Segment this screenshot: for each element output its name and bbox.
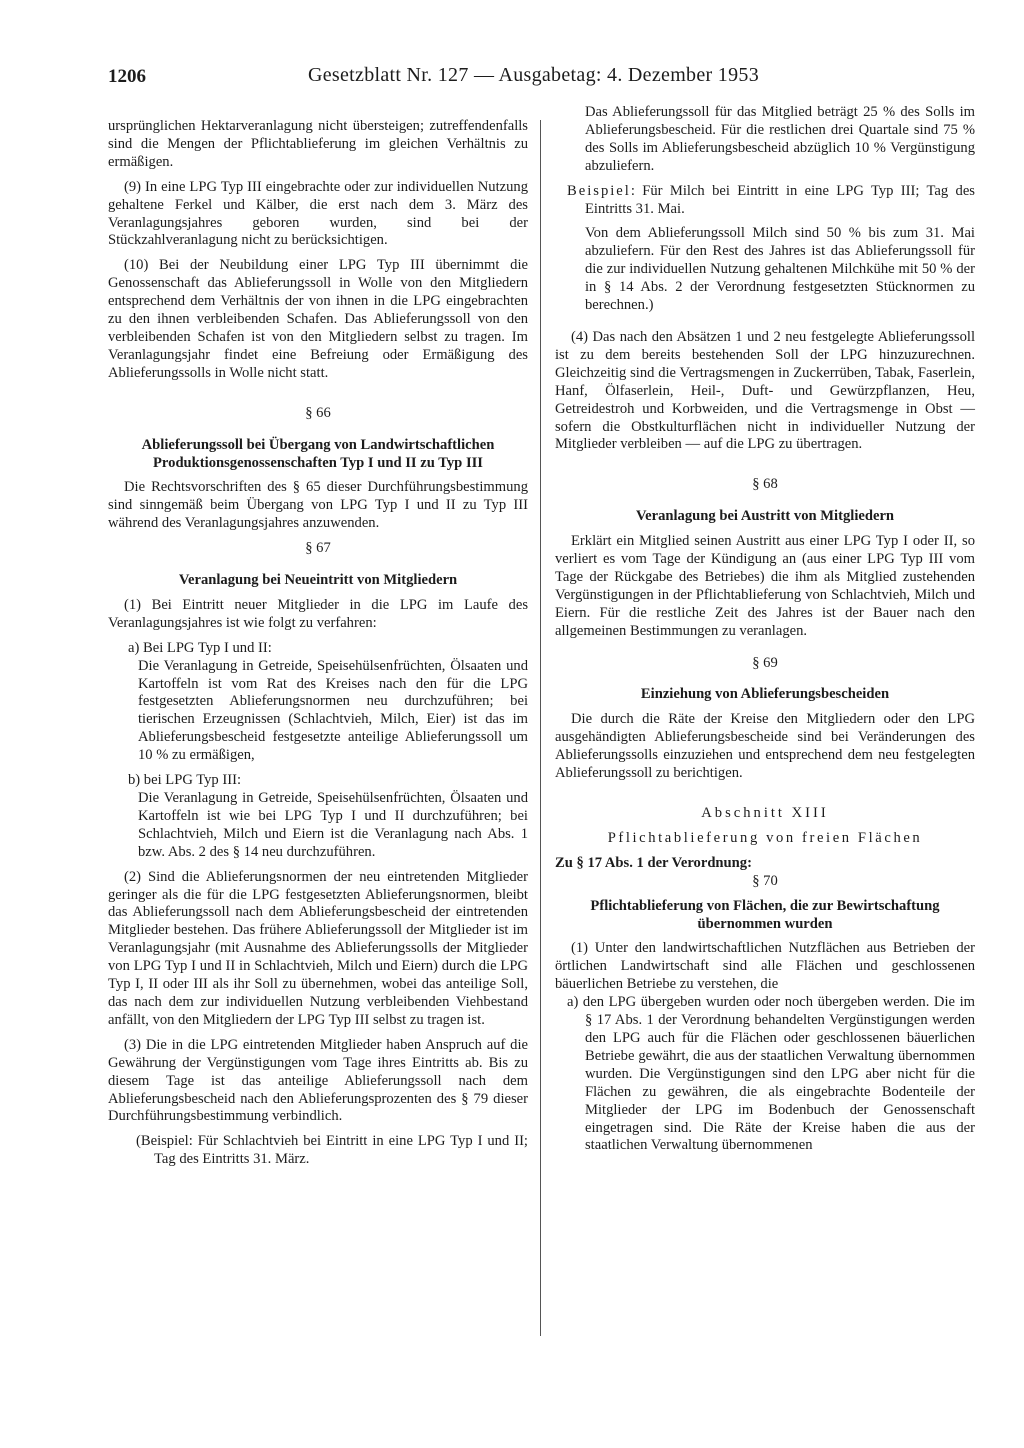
list-item-a-text: Die Veranlagung in Getreide, Speisehülsenfrüchten, Ölsaaten und Kartoffeln ist vom Rat des Kreises nach den für die LPG festgesetzten Ablieferungsnormen neu durchzuführen; bei tierischen Erzeugnissen (Schlachtvieh, Milch, Eier) ist das im Ablieferungsbescheid festgesetzte anteilige Ablieferungssoll um 10 % zu ermäßigen, [138,657,528,764]
list-item-a-label: a) Bei LPG Typ I und II: [128,639,272,656]
section-70-number: § 70 [752,872,778,889]
paragraph-9: (9) In eine LPG Typ III eingebrachte oder zur individuellen Nutzung gehaltene Ferkel und Kälber, die erst nach dem 3. März des Veranlagungsjahres geboren wurden, sind bei der Stückzahlveranlagung nicht zu berücksichtigen. [108,178,528,249]
section-66-number: § 66 [305,404,331,421]
section-66-text: Die Rechtsvorschriften des § 65 dieser Durchführungsbestimmung sind sinngemäß beim Übergang von LPG Typ I und II zu Typ III während des Veranlagungsjahres anzuwenden. [108,479,528,532]
section-70-heading: Pflichtablieferung von Flächen, die zur Bewirtschaftung übernommen wurden [590,897,940,932]
section-66-heading: Ablieferungssoll bei Übergang von Landwirtschaftlichen Produktionsgenossenschaften Typ I und II zu Typ III [141,436,495,471]
section-67-paragraph-4: (4) Das nach den Absätzen 1 und 2 neu festgelegte Ablieferungssoll ist zu dem bereits bestehenden Soll der LPG hinzuzurechnen. Gleichzeitig sind die Vertragsmengen in Zuckerrüben, Tabak, Faserlein, Hanf, Ölfaserlein, Heil-, Duft- und Gewürzpflanzen, Heu, Getreidestroh und Korbweiden, und die Vertragsmenge in Obst — sofern die Obstkulturflächen nicht in individueller Nutzung der Mitglieder verbleiben — auf die LPG zu übertragen. [555,328,975,453]
paragraph-10: (10) Bei der Neubildung einer LPG Typ III übernimmt die Genossenschaft das Ablieferungssoll in Wolle von den Mitgliedern entsprechend dem Verhältnis der von ihnen in die LPG eingebrachten zu den ihnen verbleibenden Schafen. Das Ablieferungssoll von den verbleibenden Schafen ist von den Mitgliedern selbst zu tragen. Im Veranlagungsjahr findet eine Befreiung oder Ermäßigung des Ablieferungssolls in Wolle nicht statt. [108,257,528,381]
list-item-b-text: Die Veranlagung in Getreide, Speisehülsenfrüchten, Ölsaaten und Kartoffeln ist wie bei LPG Typ I und II durchzuführen; bei Schlachtvieh, Milch und Eiern ist die Veranlagung nach Abs. 1 bzw. Abs. 2 des § 14 neu durchzuführen. [138,790,528,860]
section-70-list-item-a: a) den LPG übergeben wurden oder noch übergeben werden. Die im § 17 Abs. 1 der Verordnung behandelten Vergünstigungen werden den LPG auch für die Flächen oder geschlossenen bäuerlichen Betriebe gewährt, die aus der staatlichen Verwaltung übernommen wurden. Die Vergünstigungen sind den LPG aber nicht für die Flächen zu gewähren, die als eingebrachte Bodenteile der Mitglieder der LPG im Bodenbuch der Genossenschaft eingetragen sind. Die Räte der Kreise haben die aus der staatlichen Verwaltung übernommenen [567,994,975,1154]
chapter-heading: Abschnitt XIII [701,805,829,821]
section-69-text: Die durch die Räte der Kreise den Mitgliedern oder den LPG ausgehändigten Ablieferungsbescheide sind bei Veränderungen des Ablieferungssolls einzuziehen und entsprechend dem neu festgelegten Ablieferungssoll zu berichtigen. [555,711,975,782]
paragraph-continuation: ursprünglichen Hektarveranlagung nicht übersteigen; zutreffendenfalls sind die Mengen der Pflichtablieferung im gleichen Verhältnis zu ermäßigen. [108,118,528,170]
section-67-heading: Veranlagung bei Neueintritt von Mitgliedern [178,572,458,589]
chapter-title: Pflichtablieferung von freien Flächen [607,829,923,846]
section-68-heading: Veranlagung bei Austritt von Mitgliedern [635,508,895,525]
section-67-paragraph-1: (1) Bei Eintritt neuer Mitglieder in die LPG im Laufe des Veranlagungsjahres ist wie folgt zu verfahren: [108,596,528,631]
gazette-title: Gesetzblatt Nr. 127 — Ausgabetag: 4. Dezember 1953 [308,64,759,86]
example-label: Beispiel [567,182,631,199]
column-divider [540,120,541,1336]
page-header [108,66,938,96]
section-68-number: § 68 [752,476,778,493]
section-69-heading: Einziehung von Ablieferungsbescheiden [640,686,890,703]
left-column [108,118,528,1169]
section-67-paragraph-2: (2) Sind die Ablieferungsnormen der neu eintretenden Mitglieder geringer als die für die LPG festgesetzten Ablieferungsnormen, bleibt das Ablieferungssoll nach dem Ablieferungsbescheid der eintretenden Mitglieder bestehen. Das frühere Ablieferungssoll der Mitglieder ist im Veranlagungsjahr (mit Ausnahme des Ablieferungssolls der Mitglieder von LPG Typ I und II in Schlachtvieh, Milch und Eiern) durch die LPG Typ I, II oder III als ihr Soll zu übernehmen, wobei das anteilige Soll, das nach dem zur individuellen Nutzung verbleibenden Viehbestand anfällt, von den Mitgliedern der LPG Typ III selbst zu tragen ist. [108,868,528,1028]
regulation-reference: Zu § 17 Abs. 1 der Verordnung: [555,854,752,871]
section-68-text: Erklärt ein Mitglied seinen Austritt aus einer LPG Typ I oder II, so verliert es vom Tage der Kündigung an (aus einer LPG Typ III vom Tage der Rückgabe des Betriebes) die ihm als Mitglied zustehenden Vergünstigungen in der Pflichtablieferung von Schlachtvieh, Milch und Eiern. Für die restliche Zeit des Jahres ist der Bauer nach den allgemeinen Bestimmungen zu veranlagen. [555,533,975,639]
page-number: 1206 [108,66,146,87]
example-milk [555,183,975,219]
example-milk-explanation: Von dem Ablieferungssoll Milch sind 50 % bis zum 31. Mai abzuliefern. Für den Rest des Jahres ist das Ablieferungssoll für die zur individuellen Nutzung gehaltenen Milchkühe mit 50 % der in § 14 Abs. 2 der Verordnung festgesetzten Stücknormen zu berechnen.) [585,225,975,314]
example-milk-text: : Für Milch bei Eintritt in eine LPG Typ III; Tag des Eintritts 31. Mai. [585,182,975,217]
section-70-paragraph-1: (1) Unter den landwirtschaftlichen Nutzflächen aus Betrieben der örtlichen Landwirtschaft sind alle Flächen und geschlossenen bäuerlichen Betriebe zu verstehen, die [555,940,975,993]
section-67-paragraph-3: (3) Die in die LPG eintretenden Mitglieder haben Anspruch auf die Gewährung der Vergünstigungen vom Tage ihres Eintritts ab. Bis zu diesem Tage ist das anteilige Ablieferungssoll nach dem Ablieferungsbescheid nach den Ablieferungsprozenten des § 79 dieser Durchführungsbestimmung verbindlich. [108,1036,528,1125]
section-67-number: § 67 [305,540,331,557]
list-item-b-label: b) bei LPG Typ III: [128,772,242,789]
example-slaughter-cattle: (Beispiel: Für Schlachtvieh bei Eintritt in eine LPG Typ I und II; Tag des Eintritts 31. März. [136,1133,528,1168]
section-69-number: § 69 [752,654,778,671]
example-continuation: Das Ablieferungssoll für das Mitglied beträgt 25 % des Solls im Ablieferungsbescheid. Für die restlichen drei Quartale sind 75 % des Solls im Ablieferungsbescheid abzüglich 10 % Vergünstigung abzuliefern. [585,104,975,174]
right-column [555,104,975,1155]
